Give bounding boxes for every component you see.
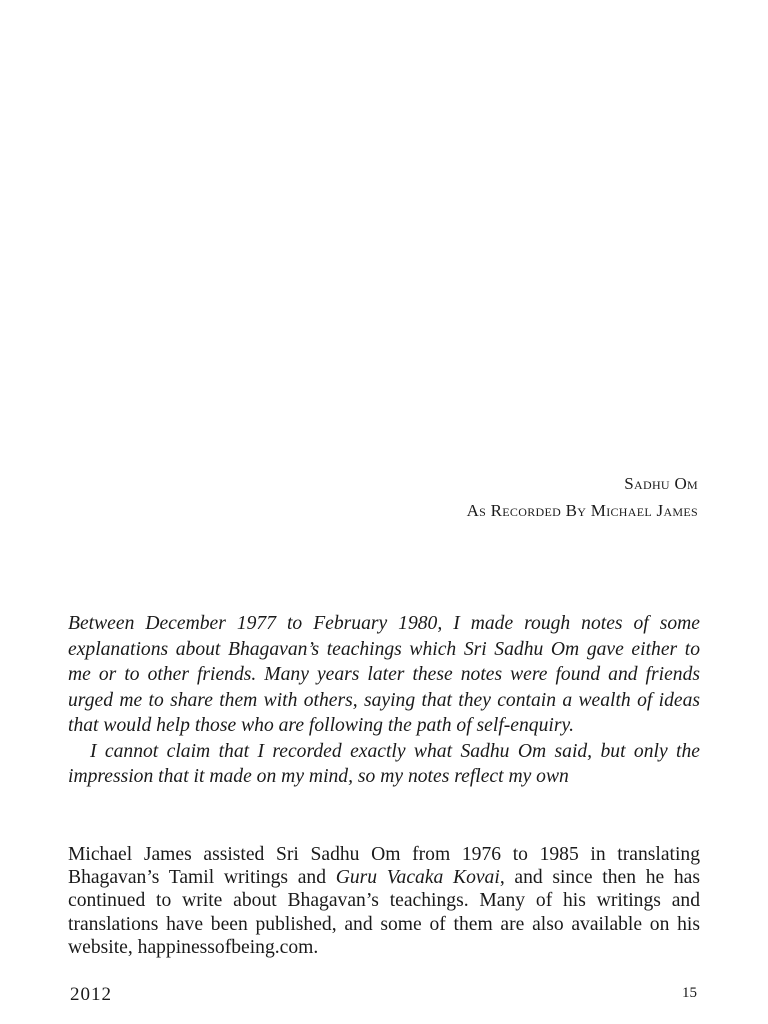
intro-paragraph-1: Between December 1977 to February 1980, I made rough notes of some explanations about Bhagavan’s teachings which Sri Sadhu Om gave either to me or to other friends. Many years later these notes were found and friends urged me to share them with others, saying that they contain a wealth of ideas that would help those who are following the path of self-enquiry. <box>68 613 700 736</box>
byline <box>467 470 698 524</box>
intro-section <box>68 611 700 815</box>
bio-text-after: , and since then he has continued to write about Bhagavan’s teachings. Many of his writings and translations have been published, and some of them are also available on his website, happinessofbeing.com. <box>68 867 700 958</box>
bio-book-title: Guru Vacaka Kovai <box>335 867 500 889</box>
recorder-credit: As Recorded By Michael James <box>466 501 698 520</box>
intro-clip <box>68 611 700 815</box>
intro-paragraph-2: I cannot claim that I recorded exactly what Sadhu Om said, but only the impression that it made on my mind, so my notes reflect my own <box>68 740 700 787</box>
author-bio <box>68 843 700 959</box>
author-name: Sadhu Om <box>624 474 698 493</box>
bio-text-before: Michael James assisted Sri Sadhu Om from 1976 to 1985 in translating Bhagavan’s Tamil writings and <box>68 844 700 889</box>
footer-year: 2012 <box>70 984 112 1005</box>
page-number: 15 <box>682 985 697 1001</box>
